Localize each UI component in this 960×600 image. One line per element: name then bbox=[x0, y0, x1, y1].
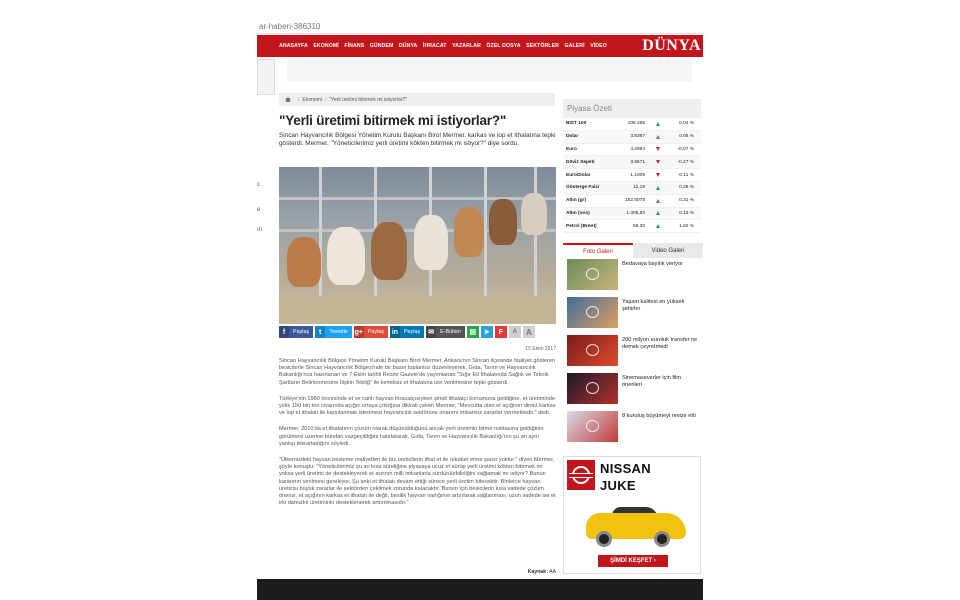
nav-item-gündem[interactable]: GÜNDEM bbox=[369, 43, 394, 49]
market-direction bbox=[645, 173, 671, 177]
gallery-item[interactable] bbox=[567, 297, 703, 329]
camera-icon bbox=[586, 306, 599, 318]
font-increase-button[interactable]: A bbox=[523, 326, 535, 338]
gallery-caption: 8 kuruluş büyümeyi revize etti bbox=[622, 413, 696, 419]
top-ad-banner[interactable] bbox=[287, 60, 692, 82]
market-row[interactable] bbox=[563, 220, 701, 233]
nissan-logo bbox=[567, 460, 595, 490]
nissan-ad[interactable] bbox=[563, 456, 701, 574]
breadcrumb-current: "Yerli üretimi bitirmek mi istiyorlar?" bbox=[329, 96, 408, 103]
gallery-thumb bbox=[567, 335, 618, 366]
article-paragraph: "Ülkemizdeki hayvan besleme maliyetleri ile biz üreticilerin ithal et ile rekabet etme şansı yoktur." diyen Mermer, şöyle konuştu: "Yöneticilerimiz şu an kısa süreliğine piyasaya ucuz et sürüp yerli üretimi kökten bitirmek mi yoksa yerli üretimi de destekleyerek et arzının milli imkanlarla sürdürülebilirliğini sağlamak mı istiyor? Bunun kararının verilmesi gerekiyor. Şu anki et ithalatı devam ettiği sürece yerli üretim bitecektir. Binlerce hayvan üreticisi büyük zararlar ile sektörden çekilmek zorunda kalacaktır. Bunun için besicilerin kısa vadede çözüm önerisi, et açığının karkas et ithalatı ile değil, besilik hayvan varlığının artırılarak sağlanması, uzun vadede ise et irki damızlık üretiminin desteklenerek arttırılmasıdır." bbox=[279, 457, 556, 507]
market-direction bbox=[645, 160, 671, 164]
nav-item-i̇hracat[interactable]: İHRACAT bbox=[422, 43, 447, 49]
font-decrease-button[interactable]: A bbox=[509, 326, 521, 338]
article-paragraph: Türkiye'nin 1980 öncesinde et ve canlı hayvan ihracatçısıyken şimdi ithalatçı konumuna geldiğine, et üretiminde yıllık 150 bin ton civarında açığın ortaya çıktığına dikkati çeken Mermer, "Mevcutta olan et açığının direkt karkas ve lop et ithalatı ile karşılanmak istenmesi hayvancılık sektörüne onarımı imkansız zararlar vermektedir." dedi. bbox=[279, 395, 556, 417]
nav-item-anasayfa[interactable]: ANASAYFA bbox=[279, 43, 308, 49]
market-change: 0,04 % bbox=[679, 121, 694, 127]
arrow-down-icon bbox=[656, 173, 660, 177]
nav-item-yazarlar[interactable]: YAZARLAR bbox=[452, 43, 481, 49]
ad-model: JUKE bbox=[600, 478, 636, 493]
market-change: -0,11 % bbox=[677, 172, 694, 178]
flipboard-icon[interactable]: F bbox=[495, 326, 507, 338]
google-plus-icon: g+ bbox=[354, 326, 364, 338]
gallery-caption: 200 milyon euroluk transfer ne demek ceyretmedi bbox=[622, 337, 698, 350]
breadcrumb-section[interactable]: Ekonomi bbox=[302, 96, 322, 103]
market-change: 0,05 % bbox=[679, 134, 694, 140]
google-share-button[interactable] bbox=[354, 326, 388, 338]
market-name: Dolar bbox=[566, 134, 579, 140]
tab-photo-gallery[interactable]: Foto Galeri bbox=[563, 243, 633, 258]
arrow-up-icon bbox=[656, 122, 660, 126]
market-value: 1.305,53 bbox=[626, 210, 645, 216]
market-row[interactable] bbox=[563, 118, 701, 131]
nav-item-ekonomi̇[interactable]: EKONOMİ bbox=[313, 43, 339, 49]
browser-address-bar[interactable] bbox=[257, 0, 703, 34]
article-source bbox=[279, 569, 556, 575]
twitter-share-button[interactable] bbox=[315, 326, 352, 338]
market-direction bbox=[645, 224, 671, 228]
left-sidebar-cutoff bbox=[257, 57, 277, 597]
telegram-icon[interactable]: ➤ bbox=[481, 326, 493, 338]
gallery-caption: Bedavaya bayılık veriyor bbox=[622, 261, 683, 267]
market-row[interactable] bbox=[563, 182, 701, 195]
market-summary bbox=[563, 99, 701, 233]
left-cutoff-text: c bbox=[257, 182, 260, 188]
arrow-up-icon bbox=[656, 199, 660, 203]
print-icon[interactable]: ▤ bbox=[467, 326, 479, 338]
breadcrumb-separator: / bbox=[298, 96, 300, 103]
newsletter-button[interactable] bbox=[426, 326, 465, 338]
arrow-up-icon bbox=[656, 224, 660, 228]
market-change: -0,27 % bbox=[677, 159, 694, 165]
breadcrumb bbox=[279, 93, 555, 106]
market-name: BIST 100 bbox=[566, 121, 587, 127]
market-direction bbox=[645, 147, 671, 151]
nav-item-sektörler[interactable]: SEKTÖRLER bbox=[526, 43, 559, 49]
ad-brand: NISSAN bbox=[600, 461, 651, 476]
share-label: Paylaş bbox=[403, 329, 421, 335]
market-row[interactable] bbox=[563, 131, 701, 144]
share-label: Tweetle bbox=[329, 329, 348, 335]
market-direction bbox=[645, 186, 671, 190]
twitter-icon: t bbox=[315, 326, 325, 338]
arrow-up-icon bbox=[656, 211, 660, 215]
left-ad-thumb[interactable] bbox=[257, 59, 275, 95]
nav-item-özel-dosya[interactable]: ÖZEL DOSYA bbox=[486, 43, 521, 49]
gallery-thumb bbox=[567, 259, 618, 290]
left-cutoff-text: ın bbox=[257, 227, 263, 233]
article-photo bbox=[279, 167, 556, 324]
gallery-tabs bbox=[563, 243, 703, 258]
article-title: "Yerli üretimi bitirmek mi istiyorlar?" bbox=[279, 113, 507, 128]
dunya-logo[interactable]: DÜNYA bbox=[642, 37, 701, 54]
nav-item-dünya[interactable]: DÜNYA bbox=[398, 43, 418, 49]
share-label: Paylaş bbox=[367, 329, 384, 335]
gallery-caption: Sinemaseverler için film önerileri bbox=[622, 375, 682, 388]
article-lead: Sincan Hayvancılık Bölgesi Yönetim Kurulu Başkanı Birol Mermer, karkas ve lop et ithalatına tepki gösterdi. Mermer, "Yöneticilerimiz yerli üretimi kökten bitirmek mi istiyor?" diye sordu. bbox=[279, 132, 556, 148]
gallery-item[interactable] bbox=[567, 335, 703, 367]
tab-video-gallery[interactable]: Video Galeri bbox=[633, 243, 703, 258]
market-row[interactable] bbox=[563, 144, 701, 157]
page-footer bbox=[257, 579, 703, 600]
market-value: 3,9671 bbox=[630, 159, 645, 165]
camera-icon bbox=[586, 344, 599, 356]
market-name: Euro/Dolar bbox=[566, 172, 591, 178]
nav-item-fi̇nans[interactable]: FİNANS bbox=[344, 43, 365, 49]
linkedin-icon: in bbox=[390, 326, 400, 338]
market-direction bbox=[645, 211, 671, 215]
market-row[interactable] bbox=[563, 195, 701, 208]
market-direction bbox=[645, 135, 671, 139]
market-change: 0,25 % bbox=[679, 185, 694, 191]
market-name: Döviz Sepeti bbox=[566, 159, 595, 165]
market-name: Altın (gr) bbox=[566, 198, 586, 204]
market-title: Piyasa Özeti bbox=[563, 99, 701, 118]
market-value: 4,2954 bbox=[630, 146, 645, 152]
market-change: 0,31 % bbox=[679, 198, 694, 204]
breadcrumb-separator: / bbox=[324, 96, 327, 103]
market-row[interactable] bbox=[563, 208, 701, 221]
facebook-icon: f bbox=[279, 326, 289, 338]
article-paragraph: Mermer, 2010'da et ithalatının çözüm olarak düşünüldüğünü ancak yerli üretimin bitme noktasına geldiğinin görülmesi üzerine bundan vazgeçildiğini hatırlatarak, Gıda, Tarım ve Hayvancılık Bakanlığı'nın şu an aynı yanlışı tekrarladığını söyledi. bbox=[279, 426, 544, 447]
gallery-caption: Yaşam kalitesi en yüksek şehirler bbox=[622, 299, 685, 312]
market-row[interactable] bbox=[563, 156, 701, 169]
market-value: 12,18 bbox=[632, 185, 645, 191]
market-value: 1,1809 bbox=[630, 172, 645, 178]
share-bar bbox=[279, 326, 556, 338]
market-value: 152,6078 bbox=[624, 198, 645, 204]
arrow-up-icon bbox=[656, 135, 660, 139]
article-body bbox=[279, 358, 556, 516]
source-label: Kaynak: bbox=[527, 569, 548, 575]
nav-item-vi̇deo[interactable]: VİDEO bbox=[590, 43, 607, 49]
camera-icon bbox=[586, 382, 599, 394]
market-value: 58,20 bbox=[632, 223, 645, 229]
gallery-thumb bbox=[567, 411, 618, 442]
market-name: Petrol (Brent) bbox=[566, 223, 597, 229]
gallery-item[interactable] bbox=[567, 373, 703, 405]
main-nav bbox=[257, 35, 703, 57]
newsletter-label: E-Bülten bbox=[440, 329, 461, 335]
ad-cta-button[interactable]: ŞİMDİ KEŞFET › bbox=[598, 555, 668, 567]
facebook-share-button[interactable] bbox=[279, 326, 313, 338]
article-date: 15 Ekim 2017 bbox=[525, 346, 556, 352]
arrow-down-icon bbox=[656, 160, 660, 164]
market-value: 106.265 bbox=[627, 121, 645, 127]
left-cutoff-text: e bbox=[257, 207, 261, 213]
market-name: Gösterge Faizi bbox=[566, 185, 600, 191]
gallery-item[interactable] bbox=[567, 411, 703, 443]
car-image bbox=[586, 501, 686, 547]
market-row[interactable] bbox=[563, 169, 701, 182]
market-name: Altın (ons) bbox=[566, 210, 590, 216]
home-icon[interactable] bbox=[285, 97, 291, 102]
camera-icon bbox=[586, 268, 599, 280]
market-change: -0,07 % bbox=[677, 146, 694, 152]
market-name: Euro bbox=[566, 146, 577, 152]
nav-item-galeri̇[interactable]: GALERİ bbox=[564, 43, 585, 49]
market-change: 1,82 % bbox=[679, 223, 694, 229]
source-value: AA bbox=[549, 569, 556, 575]
arrow-up-icon bbox=[656, 186, 660, 190]
arrow-down-icon bbox=[656, 147, 660, 151]
share-label: Paylaş bbox=[293, 329, 310, 335]
gallery-item[interactable] bbox=[567, 259, 703, 291]
url-text: ar-haberi-386310 bbox=[259, 22, 321, 31]
gallery-thumb bbox=[567, 373, 618, 404]
camera-icon bbox=[586, 420, 599, 432]
linkedin-share-button[interactable] bbox=[390, 326, 424, 338]
market-value: 3,6367 bbox=[630, 134, 645, 140]
article-paragraph: Sincan Hayvancılık Bölgesi Yönetim Kurulu Başkanı Birol Mermer, Ankara'nın Sincan ilçesinde faaliyet gösteren besicilerle Sincan Hayvancılık Bölgesi'nde bir basın toplantısı düzenleyerek, Gıda, Tarım ve Hayvancılık Bakanlığı'nca hazırlanan ve 7 Ekim tarihli Resmi Gazete'de yayımlanan "Sığır Eti İthalatında Sağlık ve Teknik Şartların Belirlenmesine İlişkin Tebliğ" ile kemiksiz et ithalatına izin verilmesine tepki gösterdi. bbox=[279, 358, 556, 386]
dunya-article-screenshot bbox=[257, 0, 703, 600]
market-direction bbox=[645, 122, 671, 126]
market-change: 0,13 % bbox=[679, 210, 694, 216]
mail-icon: ✉ bbox=[426, 326, 436, 338]
gallery-thumb bbox=[567, 297, 618, 328]
market-direction bbox=[645, 199, 671, 203]
